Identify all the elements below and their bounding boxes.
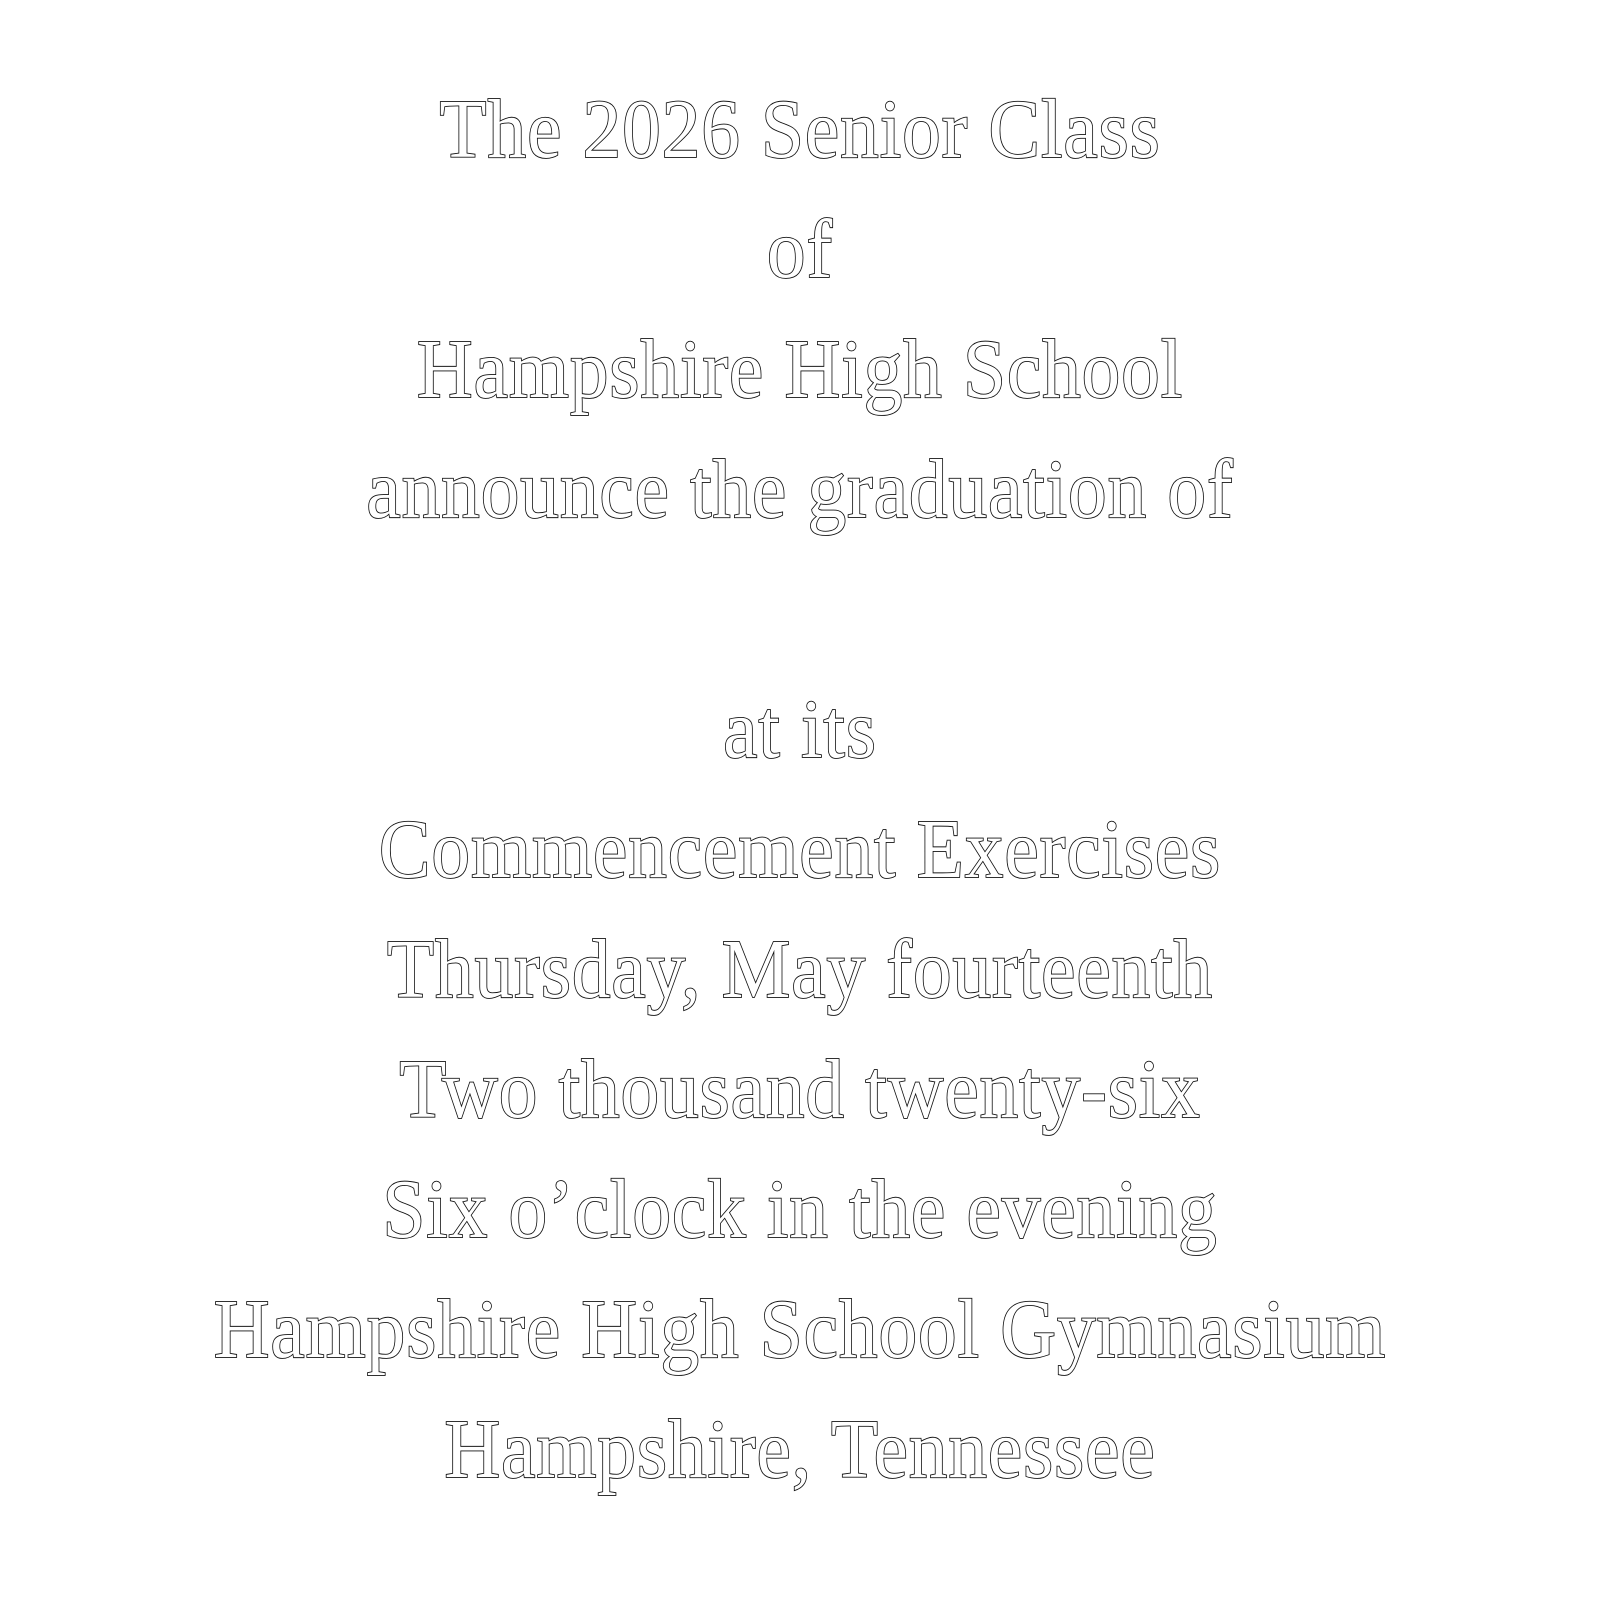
announce-text: announce the graduation of [366, 443, 1234, 536]
event-name: Commencement Exercises [378, 803, 1222, 896]
event-location: Hampshire, Tennessee [444, 1403, 1156, 1496]
of-text: of [766, 203, 834, 296]
event-venue: Hampshire High School Gymnasium [213, 1283, 1387, 1376]
event-time: Six o’clock in the evening [382, 1163, 1218, 1256]
event-year: Two thousand twenty-six [399, 1043, 1201, 1136]
event-date: Thursday, May fourteenth [386, 923, 1214, 1016]
school-name: Hampshire High School [416, 323, 1184, 416]
at-its-text: at its [723, 683, 877, 776]
class-title: The 2026 Senior Class [439, 83, 1161, 176]
